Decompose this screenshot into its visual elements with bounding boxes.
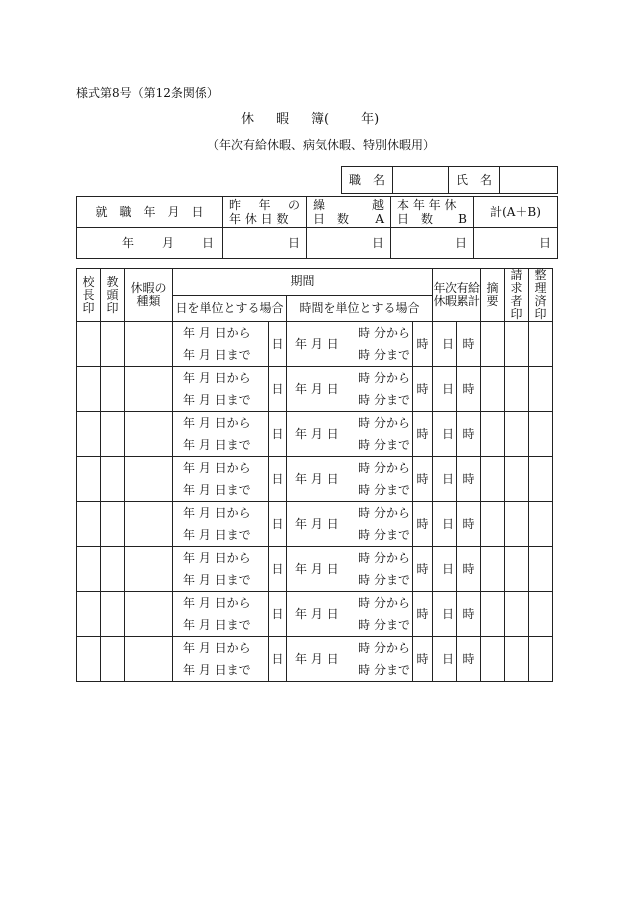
- cumulative-day-cell[interactable]: 日: [433, 457, 457, 502]
- day-range-cell[interactable]: [173, 502, 269, 547]
- by-day-header: 日を単位とする場合: [173, 295, 287, 322]
- head-teacher-seal-cell[interactable]: [101, 367, 125, 412]
- requester-seal-cell[interactable]: [505, 637, 529, 682]
- leave-type-cell[interactable]: [125, 322, 173, 367]
- carryover-label: [307, 197, 391, 228]
- principal-1: 校長: [82, 274, 95, 302]
- leave-type-cell[interactable]: [125, 592, 173, 637]
- hour-range-cell[interactable]: [345, 367, 413, 412]
- day-range-cell[interactable]: [173, 457, 269, 502]
- cumulative-day-cell[interactable]: 日: [433, 547, 457, 592]
- requester-1: 請求: [510, 268, 523, 295]
- ledger-row: [77, 502, 553, 547]
- title-part-3: 簿(: [311, 112, 330, 127]
- total-days-field[interactable]: 日: [474, 228, 558, 259]
- hour-range-cell[interactable]: [345, 592, 413, 637]
- hour-from: 時 分から: [358, 506, 410, 520]
- day-from: 年 月 日から: [183, 416, 251, 430]
- processed-1: 整理: [534, 268, 547, 295]
- name-field[interactable]: [500, 167, 558, 194]
- by-hour-header: 時間を単位とする場合: [287, 295, 433, 322]
- cumulative-hour-cell[interactable]: 時: [457, 322, 481, 367]
- carryover-2a: 日 数: [313, 212, 350, 226]
- day-range-cell[interactable]: [173, 547, 269, 592]
- processed-seal-cell[interactable]: [529, 502, 553, 547]
- hour-range-cell[interactable]: [345, 412, 413, 457]
- processed-seal-header: [529, 269, 553, 322]
- hour-count-cell[interactable]: 時: [413, 412, 433, 457]
- remarks-header: 摘要: [481, 269, 505, 322]
- cumulative-day-cell[interactable]: 日: [433, 412, 457, 457]
- period-header: 期間: [173, 269, 433, 296]
- leave-ledger-table: [76, 268, 553, 682]
- processed-seal-cell[interactable]: [529, 412, 553, 457]
- day-count-cell[interactable]: 日: [269, 502, 287, 547]
- requester-seal-cell[interactable]: [505, 457, 529, 502]
- head-teacher-seal-cell[interactable]: [101, 637, 125, 682]
- day-count-cell[interactable]: 日: [269, 547, 287, 592]
- head-teacher-seal-cell[interactable]: [101, 592, 125, 637]
- cumulative-hour-cell[interactable]: 時: [457, 367, 481, 412]
- hour-from: 時 分から: [358, 596, 410, 610]
- cumulative-day-cell[interactable]: 日: [433, 502, 457, 547]
- requester-seal-cell[interactable]: [505, 367, 529, 412]
- hour-count-cell[interactable]: 時: [413, 637, 433, 682]
- carryover-days-field[interactable]: 日: [307, 228, 391, 259]
- processed-seal-cell[interactable]: [529, 637, 553, 682]
- form-number: 様式第8号（第12条関係）: [76, 86, 219, 100]
- hour-range-cell[interactable]: [345, 637, 413, 682]
- principal-2: 印: [82, 300, 95, 315]
- hour-range-cell[interactable]: [345, 547, 413, 592]
- leave-type-cell[interactable]: [125, 457, 173, 502]
- requester-seal-cell[interactable]: [505, 322, 529, 367]
- hour-from: 時 分から: [358, 371, 410, 385]
- day-count-cell[interactable]: 日: [269, 412, 287, 457]
- requester-seal-cell[interactable]: [505, 592, 529, 637]
- requester-seal-cell[interactable]: [505, 547, 529, 592]
- hour-from: 時 分から: [358, 551, 410, 565]
- leave-type-cell[interactable]: [125, 367, 173, 412]
- hire-date-label: 就 職 年 月 日: [77, 197, 223, 228]
- hour-count-cell[interactable]: 時: [413, 367, 433, 412]
- hour-range-cell[interactable]: [345, 502, 413, 547]
- leave-days-table: [76, 196, 558, 259]
- head-teacher-seal-cell[interactable]: [101, 547, 125, 592]
- this-year-days-field[interactable]: 日: [391, 228, 474, 259]
- hour-from: 時 分から: [358, 416, 410, 430]
- principal-seal-cell[interactable]: [77, 367, 101, 412]
- principal-seal-cell[interactable]: [77, 412, 101, 457]
- ledger-row: [77, 637, 553, 682]
- day-from: 年 月 日から: [183, 506, 251, 520]
- page-subtitle: （年次有給休暇、病気休暇、特別休暇用）: [207, 138, 436, 152]
- hour-count-cell[interactable]: 時: [413, 547, 433, 592]
- processed-seal-cell[interactable]: [529, 547, 553, 592]
- day-to: 年 月 日まで: [183, 663, 251, 677]
- hour-date-cell[interactable]: 年 月 日: [287, 457, 345, 502]
- name-label: 氏 名: [449, 167, 500, 194]
- hour-to: 時 分まで: [358, 348, 410, 362]
- carryover-1a: 繰: [313, 198, 326, 212]
- head-teacher-seal-cell[interactable]: [101, 412, 125, 457]
- day-from: 年 月 日から: [183, 596, 251, 610]
- cumulative-hour-cell[interactable]: 時: [457, 502, 481, 547]
- principal-seal-cell[interactable]: [77, 322, 101, 367]
- hour-to: 時 分まで: [358, 438, 410, 452]
- cumulative-hour-cell[interactable]: 時: [457, 637, 481, 682]
- hour-range-cell[interactable]: [345, 457, 413, 502]
- prev-year-days-label: [223, 197, 307, 228]
- processed-2: 済印: [534, 294, 547, 321]
- hour-to: 時 分まで: [358, 483, 410, 497]
- cumulative-1: 年次有給: [433, 281, 480, 295]
- day-range-cell[interactable]: [173, 367, 269, 412]
- hour-count-cell[interactable]: 時: [413, 502, 433, 547]
- cumulative-header: [433, 269, 481, 322]
- processed-seal-cell[interactable]: [529, 367, 553, 412]
- title-part-1: 休: [241, 112, 255, 127]
- position-name-table: [341, 166, 558, 194]
- hour-to: 時 分まで: [358, 618, 410, 632]
- hour-to: 時 分まで: [358, 573, 410, 587]
- hour-date-cell[interactable]: 年 月 日: [287, 367, 345, 412]
- principal-seal-cell[interactable]: [77, 637, 101, 682]
- hour-date-cell[interactable]: 年 月 日: [287, 547, 345, 592]
- day-count-cell[interactable]: 日: [269, 457, 287, 502]
- remarks-cell[interactable]: [481, 502, 505, 547]
- hour-from: 時 分から: [358, 326, 410, 340]
- prev-year-2: 年 休 日 数: [229, 212, 289, 226]
- hour-range-cell[interactable]: [345, 322, 413, 367]
- day-from: 年 月 日から: [183, 461, 251, 475]
- title-part-2: 暇: [276, 112, 290, 127]
- remarks-cell[interactable]: [481, 547, 505, 592]
- leave-type-cell[interactable]: [125, 637, 173, 682]
- processed-seal-cell[interactable]: [529, 592, 553, 637]
- head-teacher-seal-cell[interactable]: [101, 457, 125, 502]
- leave-type-cell[interactable]: [125, 502, 173, 547]
- day-range-cell[interactable]: [173, 322, 269, 367]
- remarks-cell[interactable]: [481, 412, 505, 457]
- hour-to: 時 分まで: [358, 528, 410, 542]
- leave-type-1: 休暇の: [130, 281, 167, 295]
- requester-seal-cell[interactable]: [505, 502, 529, 547]
- requester-seal-cell[interactable]: [505, 412, 529, 457]
- head-teacher-seal-cell[interactable]: [101, 322, 125, 367]
- hire-day-unit: 日: [201, 236, 214, 250]
- head-teacher-1: 教頭: [106, 274, 119, 302]
- title-part-4: 年): [361, 112, 380, 127]
- this-year-label: [391, 197, 474, 228]
- hour-to: 時 分まで: [358, 393, 410, 407]
- ledger-row: [77, 547, 553, 592]
- hire-date-field[interactable]: [77, 228, 223, 259]
- day-range-cell[interactable]: [173, 637, 269, 682]
- day-count-cell[interactable]: 日: [269, 322, 287, 367]
- cumulative-2: 休暇累計: [433, 294, 480, 308]
- cumulative-hour-cell[interactable]: 時: [457, 592, 481, 637]
- hour-to: 時 分まで: [358, 663, 410, 677]
- prev-year-1c: の: [287, 198, 300, 212]
- principal-seal-cell[interactable]: [77, 457, 101, 502]
- day-count-cell[interactable]: 日: [269, 592, 287, 637]
- this-year-2a: 日 数: [397, 212, 434, 226]
- hour-count-cell[interactable]: 時: [413, 322, 433, 367]
- day-to: 年 月 日まで: [183, 573, 251, 587]
- principal-seal-cell[interactable]: [77, 547, 101, 592]
- remarks-cell[interactable]: [481, 367, 505, 412]
- head-teacher-2: 印: [106, 300, 119, 315]
- day-to: 年 月 日まで: [183, 438, 251, 452]
- principal-seal-cell[interactable]: [77, 592, 101, 637]
- day-count-cell[interactable]: 日: [269, 637, 287, 682]
- ledger-row: [77, 367, 553, 412]
- day-from: 年 月 日から: [183, 326, 251, 340]
- hour-date-cell[interactable]: 年 月 日: [287, 637, 345, 682]
- this-year-1: 本 年 年 休: [397, 198, 457, 212]
- cumulative-hour-cell[interactable]: 時: [457, 457, 481, 502]
- this-year-2b: B: [458, 212, 467, 226]
- principal-seal-header: [77, 269, 101, 322]
- hour-date-cell[interactable]: 年 月 日: [287, 592, 345, 637]
- carryover-1b: 越: [371, 198, 384, 212]
- cumulative-hour-cell[interactable]: 時: [457, 412, 481, 457]
- carryover-2b: A: [375, 212, 384, 226]
- hire-year-unit: 年: [121, 236, 134, 250]
- prev-year-1b: 年: [258, 198, 271, 212]
- day-to: 年 月 日まで: [183, 618, 251, 632]
- cumulative-day-cell[interactable]: 日: [433, 592, 457, 637]
- day-count-cell[interactable]: 日: [269, 367, 287, 412]
- ledger-row: [77, 322, 553, 367]
- head-teacher-seal-header: [101, 269, 125, 322]
- total-label: 計(A＋B): [474, 197, 558, 228]
- requester-seal-header: [505, 269, 529, 322]
- hour-date-cell[interactable]: 年 月 日: [287, 502, 345, 547]
- requester-2: 者印: [510, 294, 523, 321]
- processed-seal-cell[interactable]: [529, 457, 553, 502]
- day-from: 年 月 日から: [183, 371, 251, 385]
- prev-year-days-field[interactable]: 日: [223, 228, 307, 259]
- hour-date-cell[interactable]: 年 月 日: [287, 322, 345, 367]
- day-to: 年 月 日まで: [183, 528, 251, 542]
- ledger-row: [77, 412, 553, 457]
- leave-type-cell[interactable]: [125, 547, 173, 592]
- remarks-cell[interactable]: [481, 322, 505, 367]
- hour-count-cell[interactable]: 時: [413, 457, 433, 502]
- remarks-cell[interactable]: [481, 457, 505, 502]
- leave-type-2: 種類: [136, 294, 161, 308]
- day-from: 年 月 日から: [183, 641, 251, 655]
- page-title: [241, 108, 379, 127]
- day-from: 年 月 日から: [183, 551, 251, 565]
- cumulative-hour-cell[interactable]: 時: [457, 547, 481, 592]
- head-teacher-seal-cell[interactable]: [101, 502, 125, 547]
- hour-from: 時 分から: [358, 641, 410, 655]
- day-to: 年 月 日まで: [183, 483, 251, 497]
- day-range-cell[interactable]: [173, 592, 269, 637]
- cumulative-day-cell[interactable]: 日: [433, 367, 457, 412]
- prev-year-1a: 昨: [229, 198, 242, 212]
- position-label: 職 名: [342, 167, 393, 194]
- processed-seal-cell[interactable]: [529, 322, 553, 367]
- hour-from: 時 分から: [358, 461, 410, 475]
- cumulative-day-cell[interactable]: 日: [433, 322, 457, 367]
- leave-type-header: [125, 269, 173, 322]
- day-range-cell[interactable]: [173, 412, 269, 457]
- ledger-row: [77, 457, 553, 502]
- hour-date-cell[interactable]: 年 月 日: [287, 412, 345, 457]
- leave-type-cell[interactable]: [125, 412, 173, 457]
- cumulative-day-cell[interactable]: 日: [433, 637, 457, 682]
- position-field[interactable]: [393, 167, 449, 194]
- ledger-row: [77, 592, 553, 637]
- day-to: 年 月 日まで: [183, 348, 251, 362]
- day-to: 年 月 日まで: [183, 393, 251, 407]
- remarks-cell[interactable]: [481, 592, 505, 637]
- hire-month-unit: 月: [161, 236, 174, 250]
- principal-seal-cell[interactable]: [77, 502, 101, 547]
- remarks-cell[interactable]: [481, 637, 505, 682]
- hour-count-cell[interactable]: 時: [413, 592, 433, 637]
